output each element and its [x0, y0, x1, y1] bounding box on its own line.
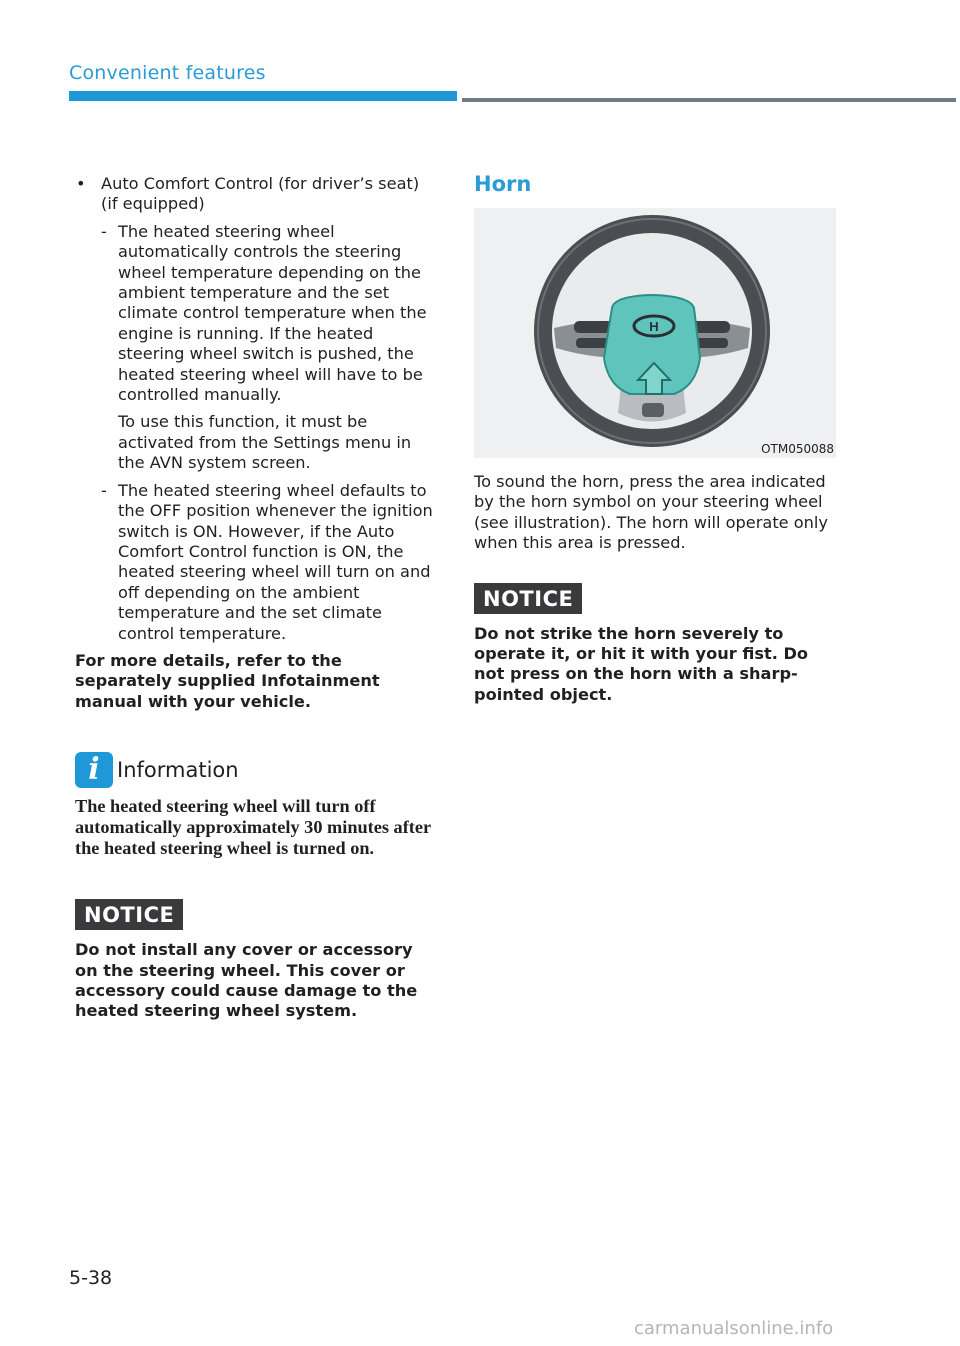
notice-badge: NOTICE — [474, 583, 582, 614]
header-rule — [462, 98, 956, 102]
sub-item-text: The heated steering wheel defaults to the OFF position whenever the ignition switch is ON. However, if the Auto Comfort Control function is ON, the heated steering wheel will turn on and off depending on the ambient temperature and the set climate control temperature. — [118, 480, 433, 643]
steering-wheel-illustration — [474, 208, 836, 458]
header-rule-accent — [69, 91, 457, 101]
left-column — [75, 174, 437, 1022]
dash-mark: - — [101, 480, 107, 500]
notice-block — [474, 583, 836, 706]
figure-code: OTM050088 — [761, 442, 834, 456]
bullet-text: Auto Comfort Control (for driver’s seat) (if equipped) — [101, 174, 420, 214]
bullet-mark: • — [76, 174, 86, 193]
page-number: 5-38 — [69, 1267, 113, 1289]
notice-badge: NOTICE — [75, 899, 183, 930]
sub-item-text: The heated steering wheel automatically controls the steering wheel temperature depending on the ambient temperature and the set climate control temperature when the engine is running. If the heated steering wheel switch is pushed, the heated steering wheel will have to be controlled manually. — [118, 221, 427, 405]
notice-text: Do not install any cover or accessory on the steering wheel. This cover or accessory could cause damage to the heated steering wheel system. — [75, 940, 418, 1021]
information-title: Information — [117, 758, 239, 783]
steering-wheel-icon — [474, 208, 836, 458]
dash-mark: - — [101, 221, 107, 241]
information-header — [75, 752, 437, 788]
bullet-item — [75, 174, 437, 215]
sub-item-1 — [75, 222, 437, 406]
notice-block — [75, 899, 437, 1022]
horn-description: To sound the horn, press the area indicated by the horn symbol on your steering wheel (see illustration). The horn will operate only when this area is pressed. — [474, 472, 829, 553]
horn-heading: Horn — [474, 172, 532, 196]
info-icon: i — [75, 752, 113, 788]
information-body: The heated steering wheel will turn off automatically approximately 30 minutes after the heated steering wheel is turned on. — [75, 796, 431, 859]
right-column — [474, 172, 836, 705]
section-title: Convenient features — [69, 62, 266, 84]
watermark: carmanualsonline.info — [634, 1318, 834, 1339]
notice-text: Do not strike the horn severely to operate it, or hit it with your fist. Do not press on the horn with a sharp-pointed object. — [474, 623, 809, 704]
sub-item-paragraph: To use this function, it must be activated from the Settings menu in the AVN system screen. — [118, 412, 412, 473]
sub-item-2 — [75, 481, 437, 644]
more-details-text: For more details, refer to the separately supplied Infotainment manual with your vehicle. — [75, 650, 380, 711]
svg-text:H: H — [649, 319, 659, 334]
